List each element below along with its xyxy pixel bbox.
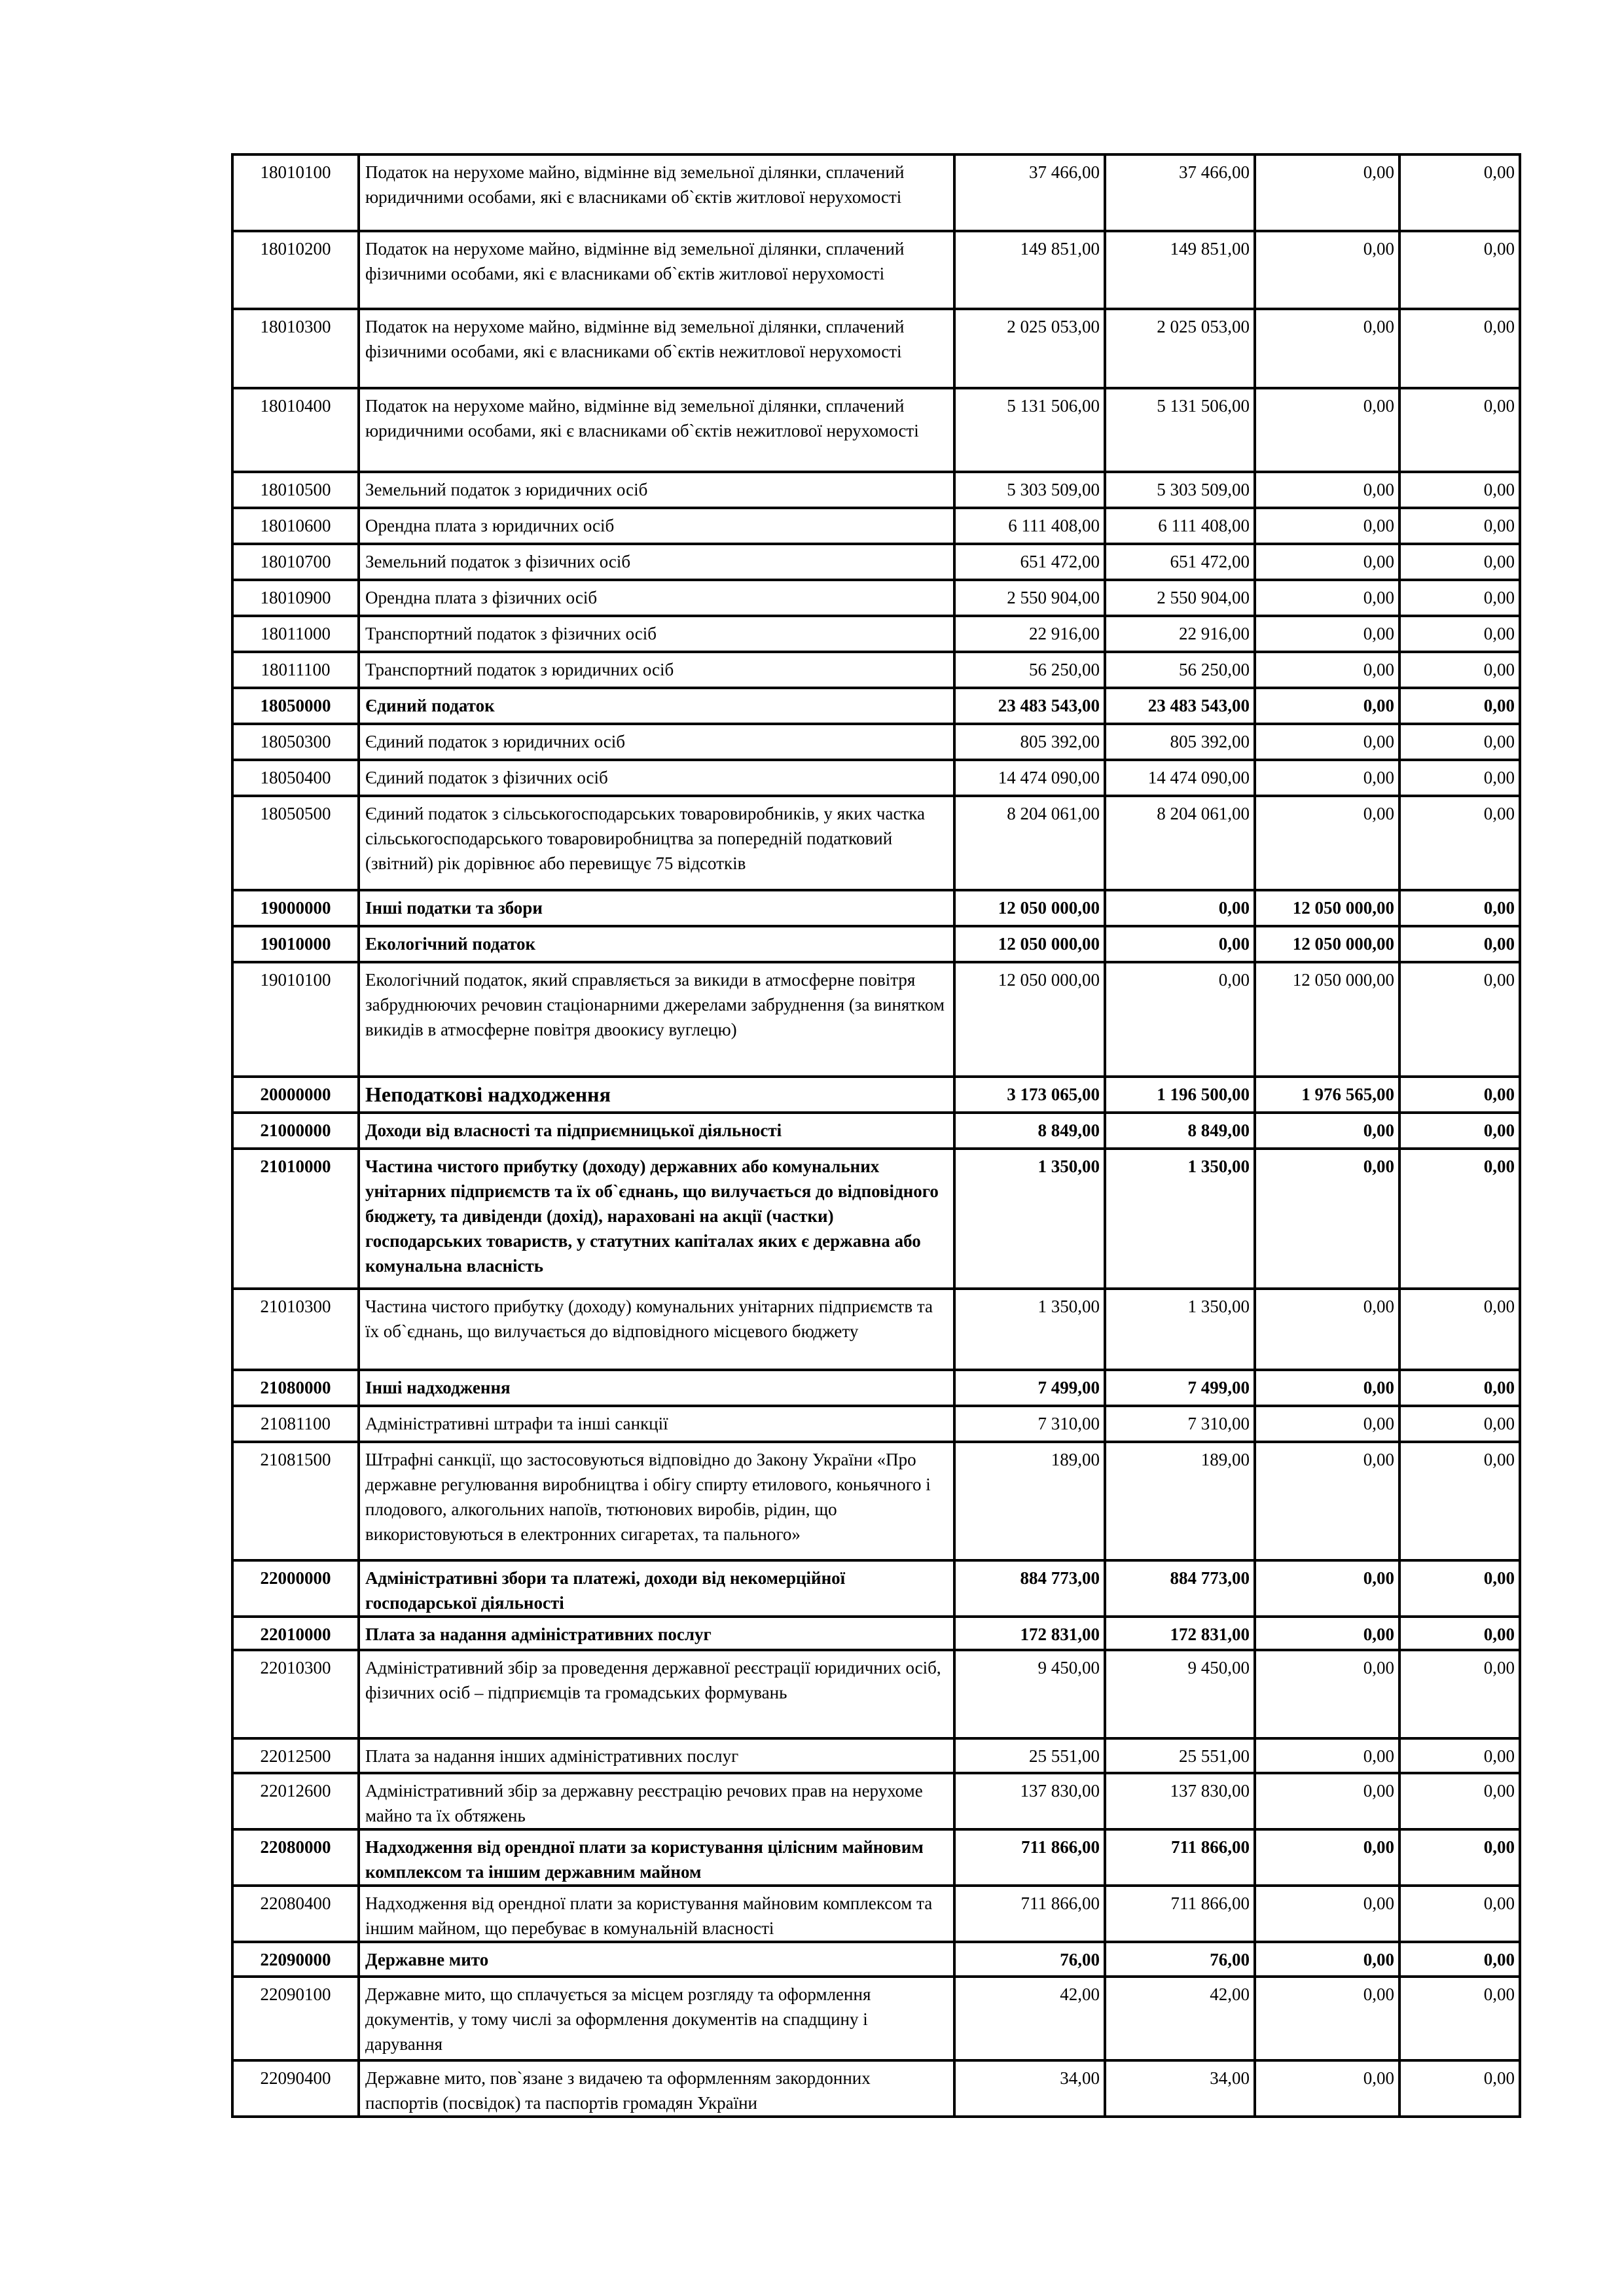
amount-general-fund-cell: 7 499,00 (1105, 1370, 1255, 1406)
amount-development-budget-cell: 0,00 (1399, 724, 1520, 760)
table-row (232, 1289, 1520, 1370)
amount-general-fund-cell: 711 866,00 (1105, 1829, 1255, 1886)
table-row (232, 1406, 1520, 1442)
code-cell: 18010600 (232, 508, 359, 544)
amount-general-fund-cell: 0,00 (1105, 962, 1255, 1077)
amount-development-budget-cell: 0,00 (1399, 1149, 1520, 1289)
table-row (232, 544, 1520, 580)
amount-general-fund-cell: 805 392,00 (1105, 724, 1255, 760)
amount-development-budget-cell: 0,00 (1399, 1560, 1520, 1617)
code-cell: 18050000 (232, 688, 359, 724)
description-cell: Єдиний податок (359, 688, 954, 724)
description-cell: Державне мито, що сплачується за місцем розгляду та оформлення документів, у тому числі за оформлення документів на спадщину і дарування (359, 1977, 954, 2060)
code-cell: 22000000 (232, 1560, 359, 1617)
code-cell: 21010300 (232, 1289, 359, 1370)
amount-general-fund-cell: 7 310,00 (1105, 1406, 1255, 1442)
code-cell: 21010000 (232, 1149, 359, 1289)
code-cell: 19000000 (232, 890, 359, 926)
amount-total-cell: 76,00 (954, 1942, 1105, 1977)
table-row (232, 962, 1520, 1077)
table-row (232, 1886, 1520, 1942)
amount-development-budget-cell: 0,00 (1399, 616, 1520, 652)
table-row (232, 2060, 1520, 2117)
amount-special-fund-cell: 0,00 (1255, 652, 1399, 688)
description-cell: Частина чистого прибутку (доходу) комунальних унітарних підприємств та їх об`єднань, що вилучається до відповідного місцевого бюджету (359, 1289, 954, 1370)
amount-total-cell: 23 483 543,00 (954, 688, 1105, 724)
amount-total-cell: 25 551,00 (954, 1738, 1105, 1773)
description-cell: Плата за надання інших адміністративних послуг (359, 1738, 954, 1773)
code-cell: 18010700 (232, 544, 359, 580)
table-row (232, 154, 1520, 231)
table-row (232, 1077, 1520, 1113)
code-cell: 22010300 (232, 1650, 359, 1738)
table-row (232, 231, 1520, 309)
amount-development-budget-cell: 0,00 (1399, 508, 1520, 544)
code-cell: 22080000 (232, 1829, 359, 1886)
table-row (232, 1942, 1520, 1977)
code-cell: 18050400 (232, 760, 359, 796)
amount-general-fund-cell: 2 550 904,00 (1105, 580, 1255, 616)
amount-total-cell: 189,00 (954, 1442, 1105, 1560)
amount-total-cell: 9 450,00 (954, 1650, 1105, 1738)
amount-development-budget-cell: 0,00 (1399, 890, 1520, 926)
amount-general-fund-cell: 5 131 506,00 (1105, 388, 1255, 472)
amount-development-budget-cell: 0,00 (1399, 1289, 1520, 1370)
description-cell: Земельний податок з юридичних осіб (359, 472, 954, 508)
amount-total-cell: 37 466,00 (954, 154, 1105, 231)
amount-special-fund-cell: 0,00 (1255, 796, 1399, 890)
description-cell: Екологічний податок, який справляється за викиди в атмосферне повітря забруднюючих речовин стаціонарними джерелами забруднення (за винятком викидів в атмосферне повітря двоокису вуглецю) (359, 962, 954, 1077)
amount-general-fund-cell: 22 916,00 (1105, 616, 1255, 652)
amount-development-budget-cell: 0,00 (1399, 962, 1520, 1077)
amount-special-fund-cell: 0,00 (1255, 1650, 1399, 1738)
amount-development-budget-cell: 0,00 (1399, 1829, 1520, 1886)
amount-total-cell: 711 866,00 (954, 1829, 1105, 1886)
amount-total-cell: 2 550 904,00 (954, 580, 1105, 616)
amount-total-cell: 22 916,00 (954, 616, 1105, 652)
table-row (232, 688, 1520, 724)
description-cell: Доходи від власності та підприємницької діяльності (359, 1113, 954, 1149)
code-cell: 22090400 (232, 2060, 359, 2117)
amount-special-fund-cell: 0,00 (1255, 1886, 1399, 1942)
amount-development-budget-cell: 0,00 (1399, 231, 1520, 309)
amount-special-fund-cell: 1 976 565,00 (1255, 1077, 1399, 1113)
table-row (232, 926, 1520, 962)
description-cell: Єдиний податок з сільськогосподарських товаровиробників, у яких частка сільськогосподарського товаровиробництва за попередній податковий (звітний) рік дорівнює або перевищує 75 відсотків (359, 796, 954, 890)
table-row (232, 388, 1520, 472)
amount-total-cell: 8 204 061,00 (954, 796, 1105, 890)
amount-special-fund-cell: 0,00 (1255, 616, 1399, 652)
amount-special-fund-cell: 12 050 000,00 (1255, 962, 1399, 1077)
amount-development-budget-cell: 0,00 (1399, 1886, 1520, 1942)
description-cell: Надходження від орендної плати за користування цілісним майновим комплексом та іншим державним майном (359, 1829, 954, 1886)
amount-general-fund-cell: 9 450,00 (1105, 1650, 1255, 1738)
amount-general-fund-cell: 711 866,00 (1105, 1886, 1255, 1942)
amount-development-budget-cell: 0,00 (1399, 1942, 1520, 1977)
table-row (232, 1977, 1520, 2060)
amount-total-cell: 172 831,00 (954, 1617, 1105, 1650)
amount-general-fund-cell: 149 851,00 (1105, 231, 1255, 309)
amount-special-fund-cell: 0,00 (1255, 1289, 1399, 1370)
amount-special-fund-cell: 0,00 (1255, 231, 1399, 309)
description-cell: Транспортний податок з фізичних осіб (359, 616, 954, 652)
amount-total-cell: 149 851,00 (954, 231, 1105, 309)
table-row (232, 580, 1520, 616)
amount-development-budget-cell: 0,00 (1399, 388, 1520, 472)
amount-general-fund-cell: 1 196 500,00 (1105, 1077, 1255, 1113)
amount-general-fund-cell: 651 472,00 (1105, 544, 1255, 580)
amount-special-fund-cell: 0,00 (1255, 388, 1399, 472)
amount-development-budget-cell: 0,00 (1399, 1977, 1520, 2060)
amount-special-fund-cell: 0,00 (1255, 1149, 1399, 1289)
amount-general-fund-cell: 0,00 (1105, 926, 1255, 962)
amount-general-fund-cell: 56 250,00 (1105, 652, 1255, 688)
table-row (232, 1370, 1520, 1406)
table-row (232, 1738, 1520, 1773)
table-row (232, 1773, 1520, 1829)
amount-general-fund-cell: 34,00 (1105, 2060, 1255, 2117)
amount-development-budget-cell: 0,00 (1399, 580, 1520, 616)
table-row (232, 760, 1520, 796)
code-cell: 22090000 (232, 1942, 359, 1977)
description-cell: Податок на нерухоме майно, відмінне від земельної ділянки, сплачений юридичними особами, які є власниками об`єктів житлової нерухомості (359, 154, 954, 231)
description-cell: Державне мито, пов`язане з видачею та оформленням закордонних паспортів (посвідок) та паспортів громадян України (359, 2060, 954, 2117)
amount-general-fund-cell: 8 204 061,00 (1105, 796, 1255, 890)
description-cell: Податок на нерухоме майно, відмінне від земельної ділянки, сплачений фізичними особами, які є власниками об`єктів нежитлової нерухомості (359, 309, 954, 388)
amount-general-fund-cell: 37 466,00 (1105, 154, 1255, 231)
amount-special-fund-cell: 0,00 (1255, 154, 1399, 231)
table-row (232, 1617, 1520, 1650)
amount-total-cell: 137 830,00 (954, 1773, 1105, 1829)
amount-special-fund-cell: 0,00 (1255, 1406, 1399, 1442)
amount-special-fund-cell: 0,00 (1255, 1738, 1399, 1773)
amount-special-fund-cell: 0,00 (1255, 1617, 1399, 1650)
code-cell: 18010500 (232, 472, 359, 508)
code-cell: 18010900 (232, 580, 359, 616)
code-cell: 22080400 (232, 1886, 359, 1942)
description-cell: Неподаткові надходження (359, 1077, 954, 1113)
amount-total-cell: 8 849,00 (954, 1113, 1105, 1149)
description-cell: Штрафні санкції, що застосовуються відповідно до Закону України «Про державне регулювання виробництва і обігу спирту етилового, коньячного і плодового, алкогольних напоїв, тютюнових виробів, рідин, що використовуються в електронних сигаретах, та пального» (359, 1442, 954, 1560)
amount-total-cell: 14 474 090,00 (954, 760, 1105, 796)
table-row (232, 616, 1520, 652)
amount-general-fund-cell: 14 474 090,00 (1105, 760, 1255, 796)
code-cell: 22010000 (232, 1617, 359, 1650)
code-cell: 18010300 (232, 309, 359, 388)
table-row (232, 890, 1520, 926)
amount-special-fund-cell: 0,00 (1255, 472, 1399, 508)
amount-special-fund-cell: 0,00 (1255, 1113, 1399, 1149)
code-cell: 19010000 (232, 926, 359, 962)
table-row (232, 1560, 1520, 1617)
amount-development-budget-cell: 0,00 (1399, 652, 1520, 688)
code-cell: 22012600 (232, 1773, 359, 1829)
amount-development-budget-cell: 0,00 (1399, 1077, 1520, 1113)
amount-total-cell: 1 350,00 (954, 1149, 1105, 1289)
amount-development-budget-cell: 0,00 (1399, 1617, 1520, 1650)
amount-general-fund-cell: 42,00 (1105, 1977, 1255, 2060)
description-cell: Єдиний податок з юридичних осіб (359, 724, 954, 760)
table-row (232, 1829, 1520, 1886)
description-cell: Екологічний податок (359, 926, 954, 962)
amount-general-fund-cell: 23 483 543,00 (1105, 688, 1255, 724)
amount-general-fund-cell: 1 350,00 (1105, 1149, 1255, 1289)
amount-total-cell: 651 472,00 (954, 544, 1105, 580)
amount-general-fund-cell: 884 773,00 (1105, 1560, 1255, 1617)
revenue-table-body (232, 154, 1520, 2117)
amount-general-fund-cell: 25 551,00 (1105, 1738, 1255, 1773)
description-cell: Частина чистого прибутку (доходу) державних або комунальних унітарних підприємств та їх об`єднань, що вилучається до відповідного бюджету, та дивіденди (дохід), нараховані на акції (частки) господарських товариств, у статутних капіталах яких є державна або комунальна власність (359, 1149, 954, 1289)
amount-general-fund-cell: 8 849,00 (1105, 1113, 1255, 1149)
code-cell: 18010200 (232, 231, 359, 309)
description-cell: Податок на нерухоме майно, відмінне від земельної ділянки, сплачений фізичними особами, які є власниками об`єктів житлової нерухомості (359, 231, 954, 309)
amount-special-fund-cell: 0,00 (1255, 1370, 1399, 1406)
amount-special-fund-cell: 0,00 (1255, 1977, 1399, 2060)
amount-general-fund-cell: 172 831,00 (1105, 1617, 1255, 1650)
amount-special-fund-cell: 0,00 (1255, 1560, 1399, 1617)
amount-development-budget-cell: 0,00 (1399, 1650, 1520, 1738)
amount-total-cell: 34,00 (954, 2060, 1105, 2117)
amount-total-cell: 884 773,00 (954, 1560, 1105, 1617)
amount-special-fund-cell: 0,00 (1255, 1773, 1399, 1829)
amount-development-budget-cell: 0,00 (1399, 688, 1520, 724)
code-cell: 21000000 (232, 1113, 359, 1149)
description-cell: Адміністративні штрафи та інші санкції (359, 1406, 954, 1442)
amount-development-budget-cell: 0,00 (1399, 1406, 1520, 1442)
table-row (232, 1149, 1520, 1289)
amount-general-fund-cell: 0,00 (1105, 890, 1255, 926)
code-cell: 21080000 (232, 1370, 359, 1406)
description-cell: Адміністративний збір за державну реєстрацію речових прав на нерухоме майно та їх обтяжень (359, 1773, 954, 1829)
table-row (232, 472, 1520, 508)
description-cell: Адміністративний збір за проведення державної реєстрації юридичних осіб, фізичних осіб – підприємців та громадських формувань (359, 1650, 954, 1738)
revenue-table (231, 153, 1521, 2118)
amount-special-fund-cell: 12 050 000,00 (1255, 926, 1399, 962)
amount-development-budget-cell: 0,00 (1399, 309, 1520, 388)
description-cell: Державне мито (359, 1942, 954, 1977)
amount-special-fund-cell: 0,00 (1255, 2060, 1399, 2117)
amount-general-fund-cell: 137 830,00 (1105, 1773, 1255, 1829)
amount-development-budget-cell: 0,00 (1399, 1113, 1520, 1149)
description-cell: Орендна плата з юридичних осіб (359, 508, 954, 544)
amount-development-budget-cell: 0,00 (1399, 796, 1520, 890)
amount-total-cell: 12 050 000,00 (954, 962, 1105, 1077)
code-cell: 18011000 (232, 616, 359, 652)
amount-special-fund-cell: 12 050 000,00 (1255, 890, 1399, 926)
amount-total-cell: 5 303 509,00 (954, 472, 1105, 508)
amount-special-fund-cell: 0,00 (1255, 544, 1399, 580)
amount-total-cell: 805 392,00 (954, 724, 1105, 760)
description-cell: Транспортний податок з юридичних осіб (359, 652, 954, 688)
amount-special-fund-cell: 0,00 (1255, 688, 1399, 724)
amount-total-cell: 2 025 053,00 (954, 309, 1105, 388)
amount-special-fund-cell: 0,00 (1255, 1829, 1399, 1886)
amount-total-cell: 1 350,00 (954, 1289, 1105, 1370)
code-cell: 19010100 (232, 962, 359, 1077)
amount-development-budget-cell: 0,00 (1399, 760, 1520, 796)
amount-special-fund-cell: 0,00 (1255, 309, 1399, 388)
amount-development-budget-cell: 0,00 (1399, 1370, 1520, 1406)
code-cell: 18010100 (232, 154, 359, 231)
description-cell: Податок на нерухоме майно, відмінне від земельної ділянки, сплачений юридичними особами, які є власниками об`єктів нежитлової нерухомості (359, 388, 954, 472)
amount-general-fund-cell: 2 025 053,00 (1105, 309, 1255, 388)
description-cell: Надходження від орендної плати за користування майновим комплексом та іншим майном, що перебуває в комунальній власності (359, 1886, 954, 1942)
amount-general-fund-cell: 6 111 408,00 (1105, 508, 1255, 544)
description-cell: Земельний податок з фізичних осіб (359, 544, 954, 580)
amount-special-fund-cell: 0,00 (1255, 508, 1399, 544)
code-cell: 22012500 (232, 1738, 359, 1773)
amount-special-fund-cell: 0,00 (1255, 724, 1399, 760)
code-cell: 21081500 (232, 1442, 359, 1560)
amount-total-cell: 5 131 506,00 (954, 388, 1105, 472)
code-cell: 18050500 (232, 796, 359, 890)
amount-general-fund-cell: 1 350,00 (1105, 1289, 1255, 1370)
amount-total-cell: 7 310,00 (954, 1406, 1105, 1442)
amount-total-cell: 42,00 (954, 1977, 1105, 2060)
amount-special-fund-cell: 0,00 (1255, 580, 1399, 616)
table-row (232, 724, 1520, 760)
amount-development-budget-cell: 0,00 (1399, 2060, 1520, 2117)
amount-special-fund-cell: 0,00 (1255, 1442, 1399, 1560)
table-row (232, 1650, 1520, 1738)
amount-development-budget-cell: 0,00 (1399, 154, 1520, 231)
description-cell: Орендна плата з фізичних осіб (359, 580, 954, 616)
description-cell: Плата за надання адміністративних послуг (359, 1617, 954, 1650)
code-cell: 20000000 (232, 1077, 359, 1113)
description-cell: Єдиний податок з фізичних осіб (359, 760, 954, 796)
table-row (232, 1113, 1520, 1149)
table-row (232, 796, 1520, 890)
amount-development-budget-cell: 0,00 (1399, 1773, 1520, 1829)
amount-total-cell: 3 173 065,00 (954, 1077, 1105, 1113)
amount-special-fund-cell: 0,00 (1255, 1942, 1399, 1977)
code-cell: 18011100 (232, 652, 359, 688)
amount-development-budget-cell: 0,00 (1399, 472, 1520, 508)
amount-total-cell: 6 111 408,00 (954, 508, 1105, 544)
amount-total-cell: 7 499,00 (954, 1370, 1105, 1406)
amount-total-cell: 56 250,00 (954, 652, 1105, 688)
amount-development-budget-cell: 0,00 (1399, 544, 1520, 580)
table-row (232, 1442, 1520, 1560)
amount-development-budget-cell: 0,00 (1399, 1442, 1520, 1560)
code-cell: 18050300 (232, 724, 359, 760)
amount-general-fund-cell: 189,00 (1105, 1442, 1255, 1560)
description-cell: Інші податки та збори (359, 890, 954, 926)
amount-general-fund-cell: 5 303 509,00 (1105, 472, 1255, 508)
table-row (232, 309, 1520, 388)
table-row (232, 508, 1520, 544)
amount-total-cell: 12 050 000,00 (954, 926, 1105, 962)
amount-special-fund-cell: 0,00 (1255, 760, 1399, 796)
description-cell: Інші надходження (359, 1370, 954, 1406)
amount-total-cell: 12 050 000,00 (954, 890, 1105, 926)
code-cell: 22090100 (232, 1977, 359, 2060)
description-cell: Адміністративні збори та платежі, доходи від некомерційної господарської діяльності (359, 1560, 954, 1617)
code-cell: 21081100 (232, 1406, 359, 1442)
amount-general-fund-cell: 76,00 (1105, 1942, 1255, 1977)
amount-development-budget-cell: 0,00 (1399, 926, 1520, 962)
code-cell: 18010400 (232, 388, 359, 472)
table-row (232, 652, 1520, 688)
amount-development-budget-cell: 0,00 (1399, 1738, 1520, 1773)
amount-total-cell: 711 866,00 (954, 1886, 1105, 1942)
